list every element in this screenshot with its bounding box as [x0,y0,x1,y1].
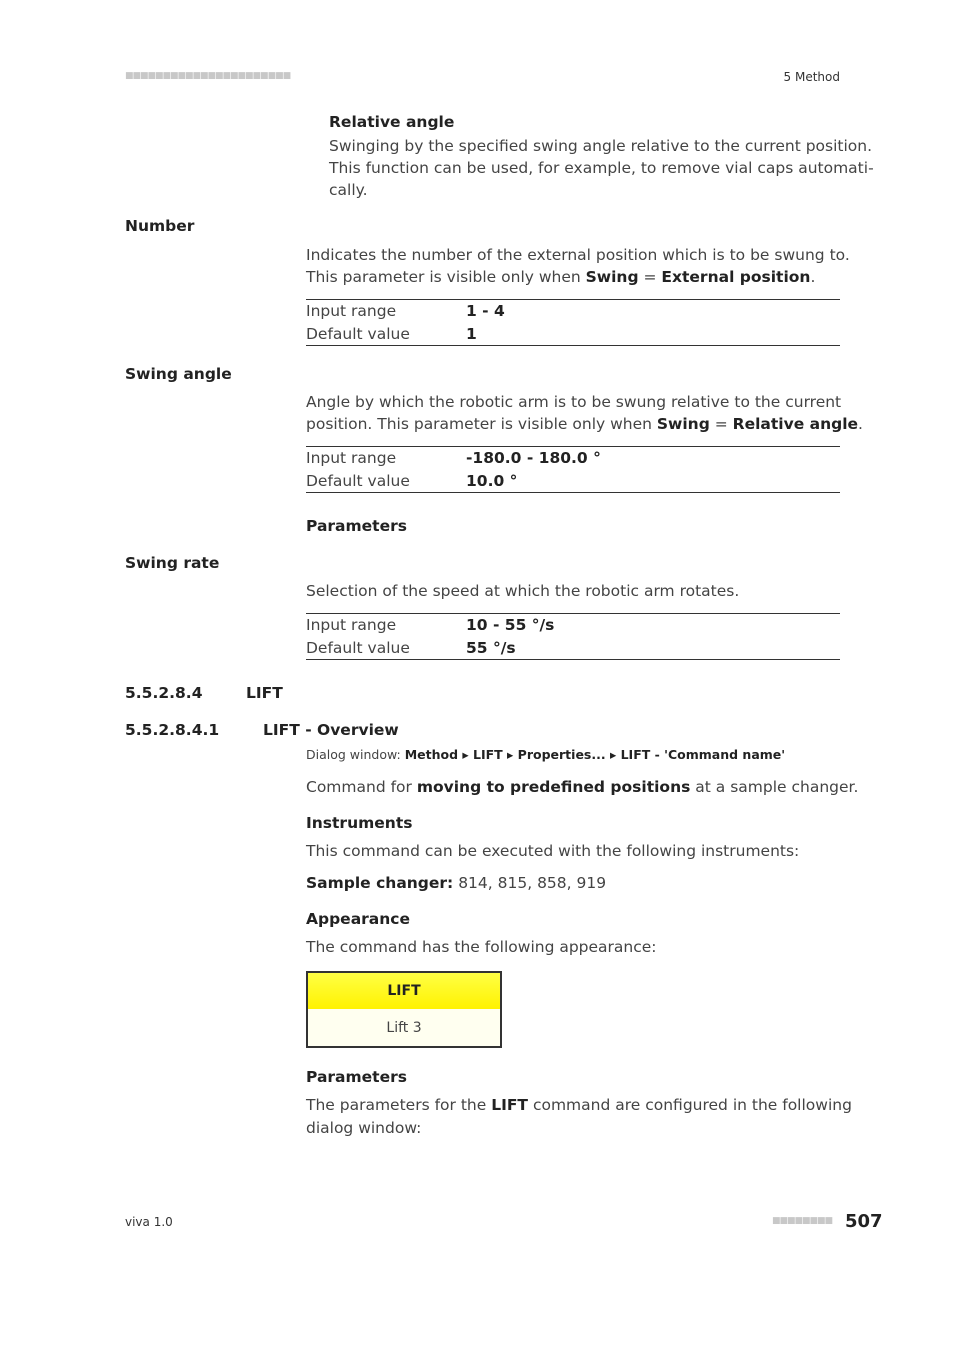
default-value: 1 [466,324,477,343]
number-desc-2: This parameter is visible only when Swing = External position. [306,268,816,286]
number-label: Number [125,217,195,235]
sample-changer-line: Sample changer: 814, 815, 858, 919 [306,874,607,892]
appearance-text: The command has the following appearance: [306,938,657,956]
dialog-path: Dialog window: Method ▸ LIFT ▸ Properties... ▸ LIFT - 'Command name' [306,747,786,762]
swing-angle-label: Swing angle [125,365,232,383]
command-appearance-box [306,971,502,1048]
swing-angle-desc-2: position. This parameter is visible only when Swing = Relative angle. [306,415,863,433]
footer-decoration: ■■■■■■■■ [772,1216,833,1226]
command-name: Lift 3 [308,1009,500,1046]
table-row [306,614,840,637]
parameters-text-2: dialog window: [306,1119,422,1137]
parameters-heading-2: Parameters [306,1068,407,1086]
input-range-value: 10 - 55 °/s [466,616,555,634]
default-value-label: Default value [306,638,410,657]
input-range-value: 1 - 4 [466,302,505,320]
table-row [306,470,840,493]
parameters-text-1: The parameters for the LIFT command are configured in the following [306,1096,852,1114]
swing-angle-desc-1: Angle by which the robotic arm is to be swung relative to the current [306,393,842,411]
relative-angle-text-3: cally. [329,181,368,199]
relative-angle-text-2: This function can be used, for example, to remove vial caps automati- [329,159,874,177]
subsection-number: 5.5.2.8.4.1 [125,721,220,739]
relative-angle-text-1: Swinging by the specified swing angle relative to the current position. [329,137,873,155]
input-range-label: Input range [306,616,397,634]
default-value-label: Default value [306,324,410,343]
table-row [306,300,840,323]
instruments-heading: Instruments [306,814,413,832]
header-decoration: ■■■■■■■■■■■■■■■■■■■■■■ [125,71,291,81]
default-value: 55 °/s [466,638,516,657]
section-number: 5.5.2.8.4 [125,684,203,702]
page-number: 507 [845,1211,883,1232]
swing-rate-label: Swing rate [125,554,220,572]
parameters-heading: Parameters [306,517,407,535]
default-value: 10.0 ° [466,471,518,490]
command-description: Command for moving to predefined positions at a sample changer. [306,778,859,796]
swing-rate-desc: Selection of the speed at which the robotic arm rotates. [306,582,740,600]
table-row [306,447,840,470]
instruments-text: This command can be executed with the following instruments: [306,842,800,860]
relative-angle-title: Relative angle [329,113,455,131]
number-table [306,299,840,346]
appearance-heading: Appearance [306,910,410,928]
default-value-label: Default value [306,471,410,490]
number-desc-1: Indicates the number of the external position which is to be swung to. [306,246,850,264]
table-row [306,637,840,660]
section-title: LIFT [246,684,283,702]
swing-angle-table [306,446,840,493]
input-range-label: Input range [306,302,397,320]
swing-rate-table [306,613,840,660]
input-range-value: -180.0 - 180.0 ° [466,449,601,467]
table-row [306,323,840,346]
footer-product: viva 1.0 [125,1215,173,1229]
command-title: LIFT [308,973,500,1009]
chapter-title: 5 Method [783,70,840,84]
subsection-title: LIFT - Overview [263,721,399,739]
input-range-label: Input range [306,449,397,467]
